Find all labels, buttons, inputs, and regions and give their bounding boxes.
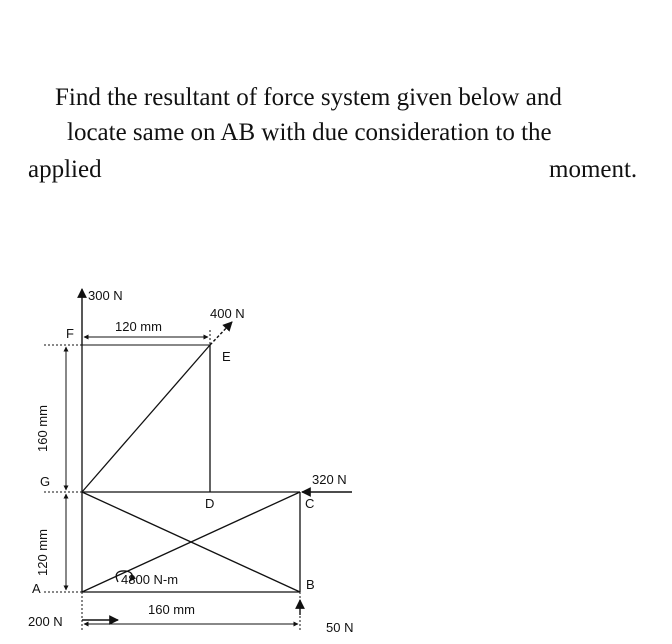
frame-members [82, 345, 300, 592]
moment-label: 4800 N-m [121, 572, 179, 587]
force-400-arrow [210, 322, 232, 345]
force-label-320: 320 N [312, 472, 347, 487]
force-label-400: 400 N [210, 306, 245, 321]
force-label-300: 300 N [88, 288, 123, 303]
point-label-A: A [32, 581, 41, 596]
point-label-C: C [305, 496, 315, 511]
dim-label-120-side: 120 mm [35, 529, 50, 576]
point-label-B: B [306, 577, 315, 592]
point-label-F: F [66, 326, 74, 341]
force-label-50: 50 N [326, 620, 354, 635]
dim-label-160-bottom: 160 mm [148, 602, 195, 617]
question-line-2: locate same on AB with due consideration to the [67, 119, 552, 146]
question-line-3-left: applied [28, 156, 102, 183]
dimension-lines [66, 337, 298, 624]
point-label-G: G [40, 474, 51, 489]
question-line-1: Find the resultant of force system given below and [55, 84, 562, 111]
question-line-3-right: moment. [549, 156, 638, 183]
point-label-E: E [222, 349, 231, 364]
member-GE [82, 345, 210, 492]
force-label-200: 200 N [28, 614, 63, 629]
dim-label-120-top: 120 mm [115, 319, 162, 334]
dim-label-160-side: 160 mm [35, 405, 50, 452]
point-label-D: D [205, 496, 215, 511]
